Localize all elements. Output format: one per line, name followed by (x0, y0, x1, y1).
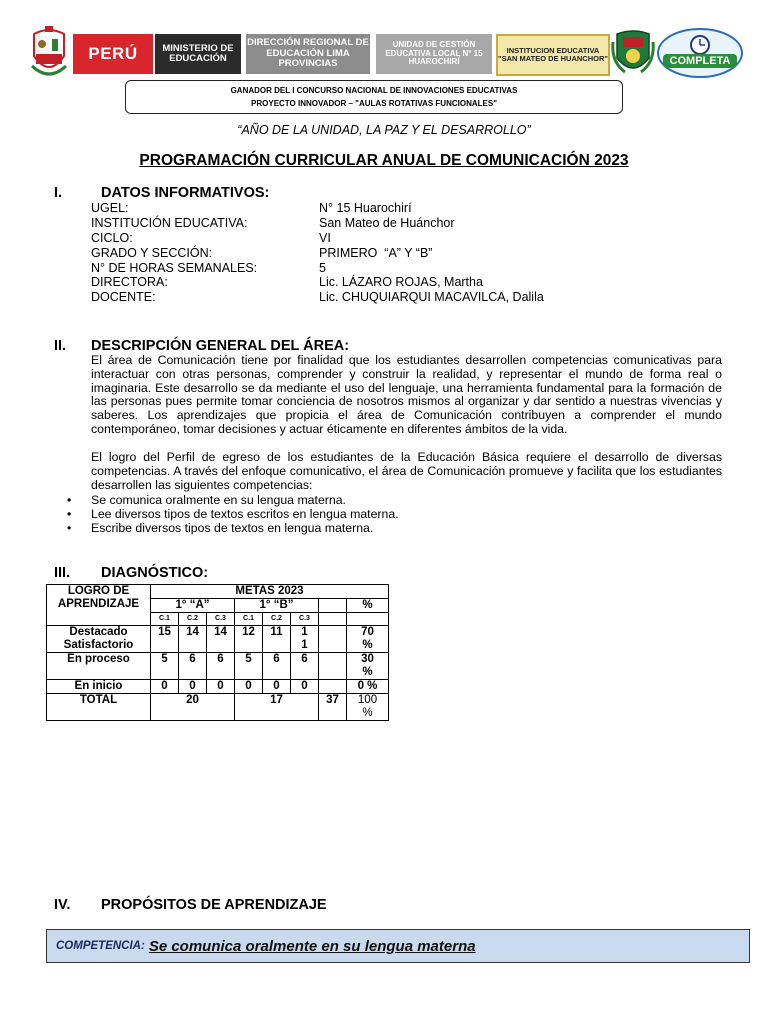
banner-line-2: PROYECTO INNOVADOR – "AULAS ROTATIVAS FUNCIONALES" (251, 99, 497, 108)
table-cell: 1 (291, 626, 319, 640)
table-cell: 11 (263, 626, 291, 640)
table-header-row (47, 585, 389, 599)
table-cell: 0 (235, 680, 263, 694)
table-cell (291, 666, 319, 680)
empty-cell (319, 639, 347, 653)
empty-cell (319, 626, 347, 640)
total-percent (347, 694, 389, 721)
empty-cell (319, 680, 347, 694)
table-row (47, 626, 389, 640)
table-cell: 5 (235, 653, 263, 667)
competencia-box (46, 929, 750, 963)
table-cell: 14 (179, 626, 207, 640)
info-value: N° 15 Huarochirí (319, 201, 412, 215)
total-percent-sign: % (362, 707, 373, 719)
row-label: Satisfactorio (47, 639, 151, 653)
info-label: DIRECTORA: (91, 275, 168, 289)
total-a: 20 (151, 694, 235, 721)
table-cell (151, 666, 179, 680)
logro-header: LOGRO DE APRENDIZAJE (47, 585, 151, 626)
ugel-logo (376, 34, 492, 74)
info-value: Lic. LÁZARO ROJAS, Martha (319, 275, 483, 289)
year-motto: “AÑO DE LA UNIDAD, LA PAZ Y EL DESARROLLO” (237, 123, 531, 137)
table-cell: 14 (207, 626, 235, 640)
table-cell (179, 639, 207, 653)
row-label: Destacado (47, 626, 151, 640)
table-cell: 5 (151, 653, 179, 667)
section-3-heading: DIAGNÓSTICO: (101, 565, 209, 581)
row-label: En inicio (47, 680, 151, 694)
competencia-value: Se comunica oralmente en su lengua materna (148, 937, 476, 955)
total-all: 37 (319, 694, 347, 721)
percent-cell: 30 (347, 653, 389, 667)
table-total-row (47, 694, 389, 721)
sub-col-header: C.1 (235, 613, 263, 626)
area-description-paragraph: El área de Comunicación tiene por finalidad que los estudiantes desarrollen competencias comunicativas para interactuar con otras personas, comprender y construir la realidad, y representar el mundo de forma real o imaginaria. Este desarrollo se da mediante el uso del lenguaje, una herramienta fundamental para la formación de las personas pues permite tomar conciencia de nosotros mismos al organizar y dar sentido a nuestras vivencias y saberes. Los aprendizajes que propicia el área de Comunicación contribuyen a comprender el mundo contemporáneo, tomar decisiones y actuar éticamente en diferentes ámbitos de la vida. (91, 353, 722, 436)
table-cell: 6 (263, 653, 291, 667)
sub-col-header: C.3 (207, 613, 235, 626)
info-value: PRIMERO “A” Y “B” (319, 246, 433, 260)
table-cell (263, 666, 291, 680)
jornada-completa-logo-text: COMPLETA (669, 55, 731, 67)
minedu-logo-text: MINISTERIO DE EDUCACIÓN (162, 42, 234, 64)
group-a-header: 1° “A” (151, 599, 235, 613)
sub-col-header: C.1 (151, 613, 179, 626)
list-item-text: Se comunica oralmente en su lengua materna. (91, 493, 346, 507)
table-row (47, 639, 389, 653)
info-value: Lic. CHUQUIARQUI MACAVILCA, Dalila (319, 290, 544, 304)
peru-logo-text: PERÚ (88, 43, 138, 63)
table-cell: 15 (151, 626, 179, 640)
section-2-heading: DESCRIPCIÓN GENERAL DEL ÁREA: (91, 338, 350, 354)
competencies-intro-paragraph: El logro del Perfil de egreso de los estudiantes de la Educación Básica requiere el desarrollo de diversas competencias. A través del enfoque comunicativo, el área de Comunicación promueve y facilita que los estudiantes desarrollen las siguientes competencias: (91, 450, 722, 492)
section-1-number: I. (54, 185, 63, 201)
table-cell (151, 639, 179, 653)
percent-cell: % (347, 639, 389, 653)
info-value: San Mateo de Huánchor (319, 216, 455, 230)
diagnostic-table (46, 584, 389, 721)
list-item: • Lee diversos tipos de textos escritos en lengua materna. (67, 507, 399, 521)
metas-header: METAS 2023 (151, 585, 389, 599)
table-cell: 0 (207, 680, 235, 694)
info-label: GRADO Y SECCIÓN: (91, 246, 213, 260)
table-cell: 6 (179, 653, 207, 667)
table-cell: 6 (291, 653, 319, 667)
table-cell (235, 639, 263, 653)
total-percent-value: 100 (357, 694, 378, 706)
info-label: INSTITUCIÓN EDUCATIVA: (91, 216, 248, 230)
percent-header: % (347, 599, 389, 613)
list-item-text: Lee diversos tipos de textos escritos en lengua materna. (91, 507, 399, 521)
table-row (47, 653, 389, 667)
info-label: CICLO: (91, 231, 133, 245)
table-row (47, 666, 389, 680)
list-item: • Se comunica oralmente en su lengua materna. (67, 493, 346, 507)
dre-logo-text: DIRECCIÓN REGIONAL DE EDUCACIÓN LIMA PROVINCIAS (247, 37, 369, 70)
section-1-heading: DATOS INFORMATIVOS: (101, 185, 270, 201)
info-value: 5 (319, 261, 326, 275)
table-cell: 0 (179, 680, 207, 694)
table-cell (207, 639, 235, 653)
jornada-completa-logo (657, 28, 743, 78)
sub-col-header: C.3 (291, 613, 319, 626)
peru-logo (73, 34, 153, 74)
sub-col-header: C.2 (263, 613, 291, 626)
percent-cell: 70 (347, 626, 389, 640)
list-item-text: Escribe diversos tipos de textos en lengua materna. (91, 521, 374, 535)
info-label: N° DE HORAS SEMANALES: (91, 261, 258, 275)
info-label: UGEL: (91, 201, 129, 215)
table-cell: 0 (151, 680, 179, 694)
table-cell (207, 666, 235, 680)
group-b-header: 1° “B” (235, 599, 319, 613)
table-row (47, 680, 389, 694)
total-label: TOTAL (47, 694, 151, 721)
competencia-label: COMPETENCIA: (56, 940, 145, 952)
row-label (47, 666, 151, 680)
table-cell: 0 (263, 680, 291, 694)
row-label: En proceso (47, 653, 151, 667)
empty-cell (319, 666, 347, 680)
info-value: VI (319, 231, 331, 245)
table-cell: 0 (291, 680, 319, 694)
section-4-heading: PROPÓSITOS DE APRENDIZAJE (101, 897, 327, 913)
table-cell (179, 666, 207, 680)
ugel-logo-text: UNIDAD DE GESTIÓN EDUCATIVA LOCAL N° 15 HUAROCHIRÍ (385, 39, 483, 67)
dre-logo (246, 34, 370, 74)
table-cell (263, 639, 291, 653)
sub-col-header: C.2 (179, 613, 207, 626)
institution-logo (496, 34, 610, 76)
document-title: PROGRAMACIÓN CURRICULAR ANUAL DE COMUNICACIÓN 2023 (139, 152, 629, 169)
banner-line-1: GANADOR DEL I CONCURSO NACIONAL DE INNOVACIONES EDUCATIVAS (230, 86, 518, 95)
empty-cell (319, 613, 347, 626)
table-cell: 12 (235, 626, 263, 640)
section-2-number: II. (54, 338, 67, 354)
peru-coat-of-arms-logo (30, 26, 68, 80)
list-item: • Escribe diversos tipos de textos en lengua materna. (67, 521, 374, 535)
info-label: DOCENTE: (91, 290, 156, 304)
percent-cell: % (347, 666, 389, 680)
table-cell: 1 (291, 639, 319, 653)
award-banner (125, 80, 623, 114)
empty-cell (347, 613, 389, 626)
percent-cell: 0 % (347, 680, 389, 694)
minedu-logo (155, 34, 241, 74)
institution-logo-text: INSTITUCION EDUCATIVA "SAN MATEO DE HUANCHOR" (498, 45, 608, 63)
table-cell: 6 (207, 653, 235, 667)
section-4-number: IV. (54, 897, 71, 913)
empty-cell (319, 599, 347, 613)
section-3-number: III. (54, 565, 71, 581)
table-cell (235, 666, 263, 680)
school-crest-logo (611, 28, 655, 78)
empty-cell (319, 653, 347, 667)
total-b: 17 (235, 694, 319, 721)
